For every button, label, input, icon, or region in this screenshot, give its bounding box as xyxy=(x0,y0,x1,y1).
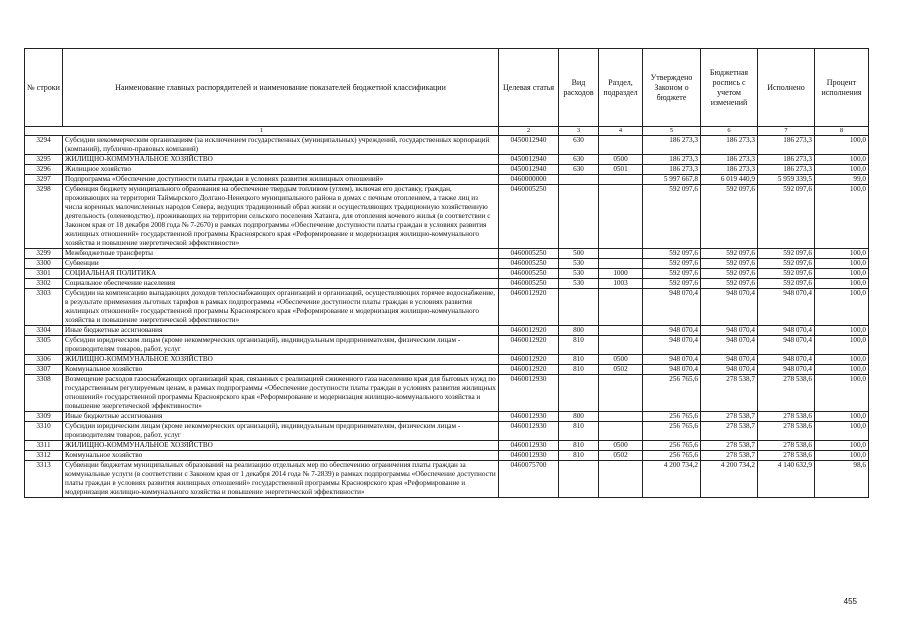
table-row xyxy=(25,365,869,375)
row-number: 3310 xyxy=(25,422,63,441)
row-target-article: 0460005250 xyxy=(499,279,559,289)
budget-sheet xyxy=(24,48,868,498)
row-expense-type xyxy=(559,461,599,498)
row-percent: 98,6 xyxy=(815,461,869,498)
row-approved: 948 070,4 xyxy=(643,289,701,326)
row-schedule: 278 538,7 xyxy=(701,451,758,461)
row-number: 3305 xyxy=(25,336,63,355)
row-approved: 948 070,4 xyxy=(643,326,701,336)
column-number: 5 xyxy=(643,127,701,136)
row-target-article: 0460012920 xyxy=(499,355,559,365)
row-number: 3296 xyxy=(25,165,63,175)
row-executed: 592 097,6 xyxy=(758,279,815,289)
row-executed: 278 538,6 xyxy=(758,422,815,441)
row-percent: 100,0 xyxy=(815,185,869,249)
row-approved: 186 273,3 xyxy=(643,136,701,155)
column-number: 2 xyxy=(499,127,559,136)
row-section xyxy=(599,336,643,355)
row-section xyxy=(599,259,643,269)
row-target-article: 0460012930 xyxy=(499,422,559,441)
row-expense-type xyxy=(559,185,599,249)
row-expense-type: 810 xyxy=(559,422,599,441)
row-section xyxy=(599,289,643,326)
row-executed: 5 959 339,5 xyxy=(758,175,815,185)
page-number: 455 xyxy=(843,597,857,606)
row-section xyxy=(599,185,643,249)
row-schedule: 592 097,6 xyxy=(701,249,758,259)
row-number: 3306 xyxy=(25,355,63,365)
row-percent: 100,0 xyxy=(815,249,869,259)
row-schedule: 948 070,4 xyxy=(701,355,758,365)
row-section: 0500 xyxy=(599,441,643,451)
row-expense-type: 630 xyxy=(559,155,599,165)
table-row xyxy=(25,461,869,498)
row-approved: 256 765,6 xyxy=(643,422,701,441)
table-row xyxy=(25,259,869,269)
row-section xyxy=(599,136,643,155)
row-expense-type: 810 xyxy=(559,355,599,365)
row-name: Субвенции бюджетам муниципальных образований на реализацию отдельных мер по обеспечению ограничения платы граждан за коммунальные услуги (в соответствии с Законом края от 1 декабря 2014 года № 7-2839) в рамках подпрограммы «Обеспечение доступности платы граждан в условиях развития жилищных отношений» государственной программы Красноярского края «Реформирование и модернизация жилищно-коммунального хозяйства и повышение энергетической эффективности» xyxy=(63,461,499,498)
row-schedule: 948 070,4 xyxy=(701,336,758,355)
row-executed: 948 070,4 xyxy=(758,336,815,355)
header-row-number: № строки xyxy=(25,49,63,127)
row-target-article: 0460012930 xyxy=(499,451,559,461)
row-number: 3307 xyxy=(25,365,63,375)
row-target-article: 0460012930 xyxy=(499,375,559,412)
budget-table xyxy=(24,48,869,498)
table-row xyxy=(25,326,869,336)
header-section: Раздел, подраздел xyxy=(599,49,643,127)
row-target-article: 0460075700 xyxy=(499,461,559,498)
row-number: 3297 xyxy=(25,175,63,185)
row-executed: 186 273,3 xyxy=(758,155,815,165)
row-section xyxy=(599,375,643,412)
row-percent: 100,0 xyxy=(815,279,869,289)
row-schedule: 278 538,7 xyxy=(701,412,758,422)
row-executed: 278 538,6 xyxy=(758,375,815,412)
row-approved: 592 097,6 xyxy=(643,185,701,249)
header-executed: Исполнено xyxy=(758,49,815,127)
row-executed: 948 070,4 xyxy=(758,326,815,336)
row-percent: 100,0 xyxy=(815,422,869,441)
row-expense-type xyxy=(559,375,599,412)
row-expense-type: 630 xyxy=(559,165,599,175)
row-expense-type: 630 xyxy=(559,136,599,155)
row-schedule: 948 070,4 xyxy=(701,326,758,336)
row-percent: 100,0 xyxy=(815,326,869,336)
row-name: Субсидии некоммерческим организациям (за исключением государственных (муниципальных) учреждений, государственных корпораций (компаний), публично-правовых компаний) xyxy=(63,136,499,155)
row-target-article: 0460005250 xyxy=(499,249,559,259)
row-section xyxy=(599,249,643,259)
row-approved: 256 765,6 xyxy=(643,451,701,461)
row-schedule: 592 097,6 xyxy=(701,269,758,279)
row-schedule: 948 070,4 xyxy=(701,289,758,326)
row-target-article: 0460012920 xyxy=(499,326,559,336)
row-approved: 948 070,4 xyxy=(643,336,701,355)
row-executed: 186 273,3 xyxy=(758,136,815,155)
row-expense-type: 530 xyxy=(559,279,599,289)
row-section: 1000 xyxy=(599,269,643,279)
row-name: Подпрограмма «Обеспечение доступности платы граждан в условиях развития жилищных отношений» xyxy=(63,175,499,185)
row-schedule: 186 273,3 xyxy=(701,165,758,175)
row-executed: 948 070,4 xyxy=(758,289,815,326)
row-number: 3298 xyxy=(25,185,63,249)
row-section: 0502 xyxy=(599,451,643,461)
table-row xyxy=(25,422,869,441)
row-section xyxy=(599,412,643,422)
row-target-article: 0460012920 xyxy=(499,289,559,326)
row-name: Субсидии на компенсацию выпадающих доходов теплоснабжающих организаций и организаций, осуществляющих горячее водоснабжение, в результате применения льготных тарифов в рамках подпрограммы «Обеспечение доступности платы граждан в условиях развития жилищных отношений» государственной программы Красноярского края «Реформирование и модернизация жилищно-коммунального хозяйства и повышение энергетической эффективности» xyxy=(63,289,499,326)
row-percent: 99,0 xyxy=(815,175,869,185)
table-row xyxy=(25,155,869,165)
table-row xyxy=(25,355,869,365)
row-schedule: 948 070,4 xyxy=(701,365,758,375)
table-header xyxy=(25,49,869,136)
row-section xyxy=(599,175,643,185)
row-approved: 4 200 734,2 xyxy=(643,461,701,498)
table-row xyxy=(25,269,869,279)
row-percent: 100,0 xyxy=(815,155,869,165)
row-schedule: 278 538,7 xyxy=(701,441,758,451)
row-expense-type: 500 xyxy=(559,249,599,259)
row-section: 0500 xyxy=(599,155,643,165)
row-target-article: 0450012940 xyxy=(499,155,559,165)
row-expense-type: 810 xyxy=(559,336,599,355)
row-approved: 186 273,3 xyxy=(643,155,701,165)
row-name: Социальное обеспечение населения xyxy=(63,279,499,289)
table-row xyxy=(25,336,869,355)
row-percent: 100,0 xyxy=(815,269,869,279)
row-executed: 278 538,6 xyxy=(758,412,815,422)
row-schedule: 592 097,6 xyxy=(701,279,758,289)
row-percent: 100,0 xyxy=(815,355,869,365)
row-percent: 100,0 xyxy=(815,289,869,326)
row-executed: 4 140 632,9 xyxy=(758,461,815,498)
row-number: 3308 xyxy=(25,375,63,412)
column-number: 6 xyxy=(701,127,758,136)
row-section xyxy=(599,461,643,498)
row-number: 3304 xyxy=(25,326,63,336)
table-row xyxy=(25,289,869,326)
row-target-article: 0450012940 xyxy=(499,165,559,175)
row-expense-type: 810 xyxy=(559,441,599,451)
column-number: 3 xyxy=(559,127,599,136)
row-name: СОЦИАЛЬНАЯ ПОЛИТИКА xyxy=(63,269,499,279)
row-schedule: 6 019 440,9 xyxy=(701,175,758,185)
row-percent: 100,0 xyxy=(815,375,869,412)
row-executed: 278 538,6 xyxy=(758,441,815,451)
row-approved: 256 765,6 xyxy=(643,412,701,422)
row-name: Коммунальное хозяйство xyxy=(63,451,499,461)
row-target-article: 0460012920 xyxy=(499,365,559,375)
column-number: 1 xyxy=(25,127,499,136)
row-number: 3311 xyxy=(25,441,63,451)
row-number: 3312 xyxy=(25,451,63,461)
row-percent: 100,0 xyxy=(815,412,869,422)
row-approved: 592 097,6 xyxy=(643,269,701,279)
row-section: 0501 xyxy=(599,165,643,175)
row-name: Иные бюджетные ассигнования xyxy=(63,412,499,422)
row-approved: 948 070,4 xyxy=(643,355,701,365)
row-schedule: 278 538,7 xyxy=(701,422,758,441)
header-schedule: Бюджетная роспись с учетом изменений xyxy=(701,49,758,127)
header-target-article: Целевая статья xyxy=(499,49,559,127)
row-name: Субсидии юридическим лицам (кроме некоммерческих организаций), индивидуальным предпринимателям, физическим лицам - производителям товаров, работ, услуг xyxy=(63,422,499,441)
row-name: Возмещение расходов газоснабжающих организаций края, связанных с реализацией сжиженного газа населению края для бытовых нужд по государственным регулируемым ценам, в рамках подпрограммы «Обеспечение доступности платы граждан в условиях развития жилищных отношений» государственной программы Красноярского края «Реформирование и модернизация жилищно-коммунального хозяйства и повышение энергетической эффективности» xyxy=(63,375,499,412)
row-executed: 186 273,3 xyxy=(758,165,815,175)
row-expense-type: 530 xyxy=(559,259,599,269)
column-number: 7 xyxy=(758,127,815,136)
row-expense-type: 800 xyxy=(559,326,599,336)
row-name: Коммунальное хозяйство xyxy=(63,365,499,375)
row-expense-type: 800 xyxy=(559,412,599,422)
row-approved: 5 997 667,8 xyxy=(643,175,701,185)
row-percent: 100,0 xyxy=(815,365,869,375)
row-target-article: 0460012930 xyxy=(499,441,559,451)
table-row xyxy=(25,412,869,422)
row-name: Межбюджетные трансферты xyxy=(63,249,499,259)
row-approved: 592 097,6 xyxy=(643,279,701,289)
row-schedule: 186 273,3 xyxy=(701,155,758,165)
row-schedule: 186 273,3 xyxy=(701,136,758,155)
row-number: 3299 xyxy=(25,249,63,259)
row-name: ЖИЛИЩНО-КОММУНАЛЬНОЕ ХОЗЯЙСТВО xyxy=(63,155,499,165)
row-expense-type: 530 xyxy=(559,269,599,279)
header-expense-type: Вид расходов xyxy=(559,49,599,127)
row-name: Иные бюджетные ассигнования xyxy=(63,326,499,336)
row-percent: 100,0 xyxy=(815,336,869,355)
row-executed: 948 070,4 xyxy=(758,365,815,375)
row-approved: 948 070,4 xyxy=(643,365,701,375)
row-name: Субвенция бюджету муниципального образования на обеспечение твердым топливом (углем), включая его доставку, граждан, проживающих на территории Таймырского Долгано-Ненецкого муниципального района в домах с печным отоплением, а также лиц из числа коренных малочисленных народов Севера, ведущих традиционный образ жизни и осуществляющих традиционную хозяйственную деятельность (оленеводство), проживающих на территории сельского поселения Хатанга, для отопления кочевого жилья (в соответствии с Законом края от 18 декабря 2008 года № 7-2670) в рамках подпрограммы «Обеспечение доступности платы граждан в условиях развития жилищных отношений» государственной программы Красноярского края «Реформирование и модернизация жилищно-коммунального хозяйства и повышение энергетической эффективности» xyxy=(63,185,499,249)
table-row xyxy=(25,165,869,175)
row-name: ЖИЛИЩНО-КОММУНАЛЬНОЕ ХОЗЯЙСТВО xyxy=(63,441,499,451)
row-target-article: 0460000000 xyxy=(499,175,559,185)
row-approved: 592 097,6 xyxy=(643,259,701,269)
row-approved: 256 765,6 xyxy=(643,375,701,412)
row-target-article: 0460012930 xyxy=(499,412,559,422)
header-approved: Утверждено Законом о бюджете xyxy=(643,49,701,127)
table-body xyxy=(25,136,869,498)
header-name: Наименование главных распорядителей и наименование показателей бюджетной классификации xyxy=(63,49,499,127)
row-target-article: 0460005250 xyxy=(499,259,559,269)
row-percent: 100,0 xyxy=(815,451,869,461)
row-approved: 592 097,6 xyxy=(643,249,701,259)
row-target-article: 0460005250 xyxy=(499,185,559,249)
row-target-article: 0450012940 xyxy=(499,136,559,155)
table-row xyxy=(25,375,869,412)
table-row xyxy=(25,175,869,185)
table-row xyxy=(25,279,869,289)
column-number: 4 xyxy=(599,127,643,136)
row-name: Субвенции xyxy=(63,259,499,269)
row-approved: 186 273,3 xyxy=(643,165,701,175)
column-number-row xyxy=(25,127,869,136)
row-schedule: 592 097,6 xyxy=(701,185,758,249)
row-number: 3302 xyxy=(25,279,63,289)
row-schedule: 278 538,7 xyxy=(701,375,758,412)
row-section xyxy=(599,422,643,441)
row-expense-type xyxy=(559,289,599,326)
row-number: 3295 xyxy=(25,155,63,165)
row-name: Субсидии юридическим лицам (кроме некоммерческих организаций), индивидуальным предпринимателям, физическим лицам - производителям товаров, работ, услуг xyxy=(63,336,499,355)
row-section: 0502 xyxy=(599,365,643,375)
table-row xyxy=(25,249,869,259)
row-executed: 278 538,6 xyxy=(758,451,815,461)
table-row xyxy=(25,185,869,249)
row-number: 3313 xyxy=(25,461,63,498)
row-executed: 592 097,6 xyxy=(758,259,815,269)
row-number: 3300 xyxy=(25,259,63,269)
table-row xyxy=(25,136,869,155)
table-row xyxy=(25,441,869,451)
row-percent: 100,0 xyxy=(815,165,869,175)
row-schedule: 4 200 734,2 xyxy=(701,461,758,498)
column-number: 8 xyxy=(815,127,869,136)
row-expense-type xyxy=(559,175,599,185)
row-percent: 100,0 xyxy=(815,259,869,269)
row-expense-type: 810 xyxy=(559,451,599,461)
row-target-article: 0460012920 xyxy=(499,336,559,355)
row-name: ЖИЛИЩНО-КОММУНАЛЬНОЕ ХОЗЯЙСТВО xyxy=(63,355,499,365)
row-number: 3301 xyxy=(25,269,63,279)
table-row xyxy=(25,451,869,461)
row-target-article: 0460005250 xyxy=(499,269,559,279)
row-schedule: 592 097,6 xyxy=(701,259,758,269)
header-percent: Процент исполнения xyxy=(815,49,869,127)
row-executed: 592 097,6 xyxy=(758,249,815,259)
row-number: 3309 xyxy=(25,412,63,422)
row-number: 3294 xyxy=(25,136,63,155)
row-executed: 592 097,6 xyxy=(758,185,815,249)
row-section: 0500 xyxy=(599,355,643,365)
row-approved: 256 765,6 xyxy=(643,441,701,451)
row-name: Жилищное хозяйство xyxy=(63,165,499,175)
row-number: 3303 xyxy=(25,289,63,326)
row-percent: 100,0 xyxy=(815,441,869,451)
row-section xyxy=(599,326,643,336)
row-executed: 948 070,4 xyxy=(758,355,815,365)
row-percent: 100,0 xyxy=(815,136,869,155)
row-executed: 592 097,6 xyxy=(758,269,815,279)
row-expense-type: 810 xyxy=(559,365,599,375)
row-section: 1003 xyxy=(599,279,643,289)
